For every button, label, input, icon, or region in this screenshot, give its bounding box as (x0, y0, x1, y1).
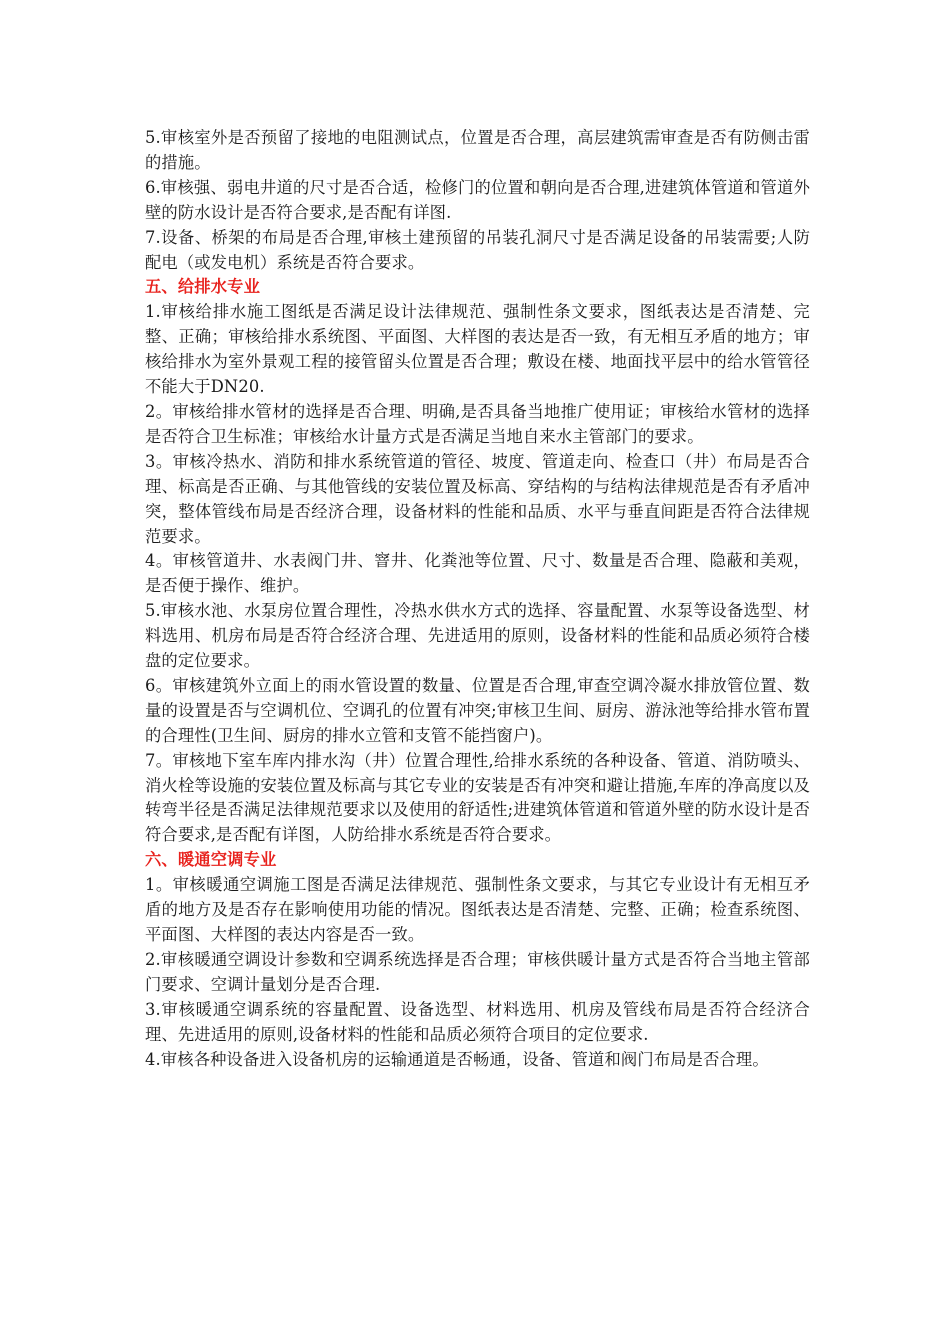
paragraph-plumbing-4: 4。审核管道井、水表阀门井、窨井、化粪池等位置、尺寸、数量是否合理、隐蔽和美观，是否便于操作、维护。 (145, 551, 810, 596)
paragraph-electrical-6: 6.审核强、弱电井道的尺寸是否合适，检修门的位置和朝向是否合理,进建筑体管道和管道外壁的防水设计是否符合要求,是否配有详图. (145, 177, 810, 222)
section-heading-hvac: 六、暖通空调专业 (145, 850, 277, 870)
paragraph-hvac-1: 1。审核暖通空调施工图是否满足法律规范、强制性条文要求，与其它专业设计有无相互矛盾的地方及是否存在影响使用功能的情况。图纸表达是否清楚、完整、正确；检查系统图、平面图、大样图的表达内容是否一致。 (145, 875, 810, 944)
paragraph-plumbing-5: 5.审核水池、水泵房位置合理性，冷热水供水方式的选择、容量配置、水泵等设备选型、材料选用、机房布局是否符合经济合理、先进适用的原则，设备材料的性能和品质必须符合楼盘的定位要求。 (145, 601, 810, 671)
document-body (145, 126, 810, 1072)
paragraph-plumbing-1: 1.审核给排水施工图纸是否满足设计法律规范、强制性条文要求，图纸表达是否清楚、完整、正确；审核给排水系统图、平面图、大样图的表达是否一致，有无相互矛盾的地方；审核给排水为室外景观工程的接管留头位置是否合理；敷设在楼、地面找平层中的给水管管径不能大于DN20. (145, 302, 810, 397)
paragraph-plumbing-6: 6。审核建筑外立面上的雨水管设置的数量、位置是否合理,审查空调冷凝水排放管位置、数量的设置是否与空调机位、空调孔的位置有冲突;审核卫生间、厨房、游泳池等给排水管布置的合理性(卫生间、厨房的排水立管和支管不能挡窗户)。 (145, 675, 810, 745)
paragraph-electrical-5: 5.审核室外是否预留了接地的电阻测试点，位置是否合理，高层建筑需审查是否有防侧击雷的措施。 (145, 128, 810, 172)
section-heading-plumbing: 五、给排水专业 (145, 277, 261, 297)
paragraph-hvac-2: 2.审核暖通空调设计参数和空调系统选择是否合理；审核供暖计量方式是否符合当地主管部门要求、空调计量划分是否合理. (145, 949, 810, 994)
paragraph-plumbing-7: 7。审核地下室车库内排水沟（井）位置合理性,给排水系统的各种设备、管道、消防喷头、消火栓等设施的安装位置及标高与其它专业的安装是否有冲突和避让措施,车库的净高度以及转弯半径是否满足法律规范要求以及使用的舒适性;进建筑体管道和管道外壁的防水设计是否符合要求,是否配有详图，人防给排水系统是否符合要求。 (145, 750, 810, 845)
paragraph-hvac-3: 3.审核暖通空调系统的容量配置、设备选型、材料选用、机房及管线布局是否符合经济合理、先进适用的原则,设备材料的性能和品质必须符合项目的定位要求. (145, 999, 810, 1044)
paragraph-plumbing-2: 2。审核给排水管材的选择是否合理、明确,是否具备当地推广使用证；审核给水管材的选择是否符合卫生标准；审核给水计量方式是否满足当地自来水主管部门的要求。 (145, 401, 810, 446)
paragraph-hvac-4: 4.审核各种设备进入设备机房的运输通道是否畅通，设备、管道和阀门布局是否合理。 (145, 1049, 769, 1069)
paragraph-plumbing-3: 3。审核冷热水、消防和排水系统管道的管径、坡度、管道走向、检查口（井）布局是否合理、标高是否正确、与其他管线的安装位置及标高、穿结构的与结构法律规范是否有矛盾冲突，整体管线布局是否经济合理，设备材料的性能和品质、水平与垂直间距是否符合法律规范要求。 (145, 451, 810, 546)
paragraph-electrical-7: 7.设备、桥架的布局是否合理,审核土建预留的吊装孔洞尺寸是否满足设备的吊装需要;人防配电（或发电机）系统是否符合要求。 (145, 227, 810, 272)
